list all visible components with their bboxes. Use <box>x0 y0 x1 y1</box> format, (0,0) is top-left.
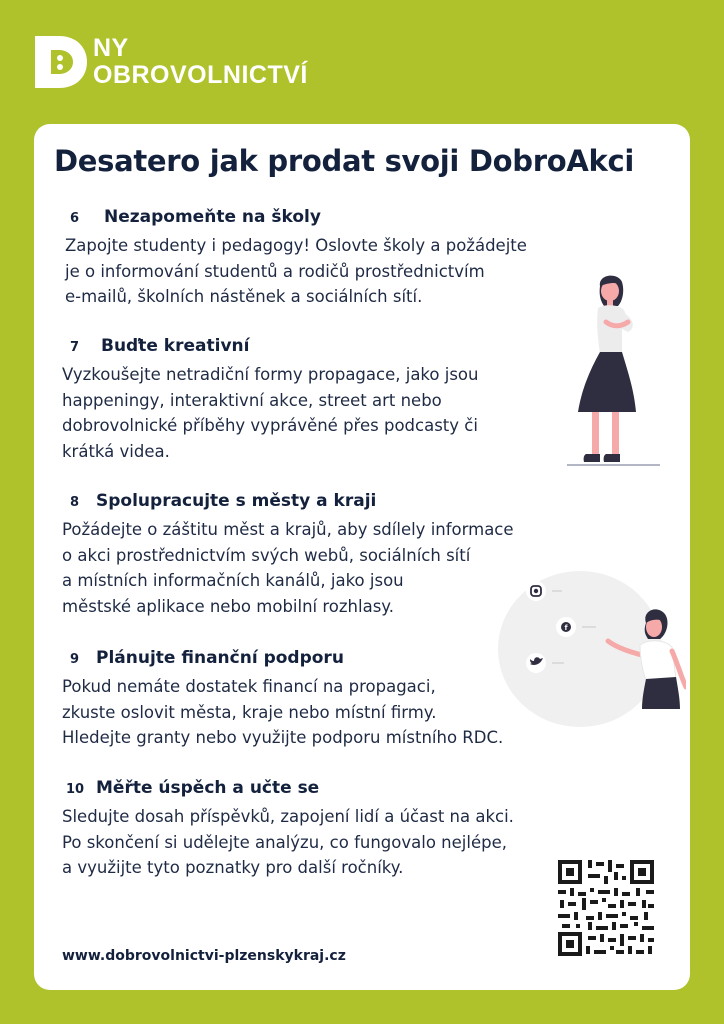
tip-text-line: Hledejte granty nebo využijte podporu místního RDC. <box>62 728 504 747</box>
tip-text-line: e-mailů, školních nástěnek a sociálních sítí. <box>65 287 423 306</box>
tip-title: Spolupracujte s městy a kraji <box>96 491 377 511</box>
tip-title: Buďte kreativní <box>101 336 250 356</box>
tip-number: 8 <box>70 495 80 510</box>
tip-text-line: Po skončení si udělejte analýzu, co fungovalo nejlépe, <box>62 832 507 852</box>
woman-standing-illustration <box>562 272 662 472</box>
tip-header <box>62 778 622 804</box>
logo <box>33 34 373 94</box>
tip-text-line: Sledujte dosah příspěvků, zapojení lidí a účast na akci. <box>62 807 514 826</box>
tip-header <box>62 336 622 362</box>
qr-code <box>556 858 656 958</box>
logo-mark-icon <box>33 34 89 90</box>
tip-text-line: Požádejte o záštitu měst a krajů, aby sdílely informace <box>62 520 514 539</box>
tip-number: 7 <box>70 340 80 355</box>
tip-text-line: je o informování studentů a rodičů prostřednictvím <box>65 261 485 281</box>
woman-social-media-illustration <box>496 569 686 729</box>
logo-text-line2: OBROVOLNICTVÍ <box>93 61 308 89</box>
tip-number: 9 <box>70 652 80 667</box>
tip-text-line: dobrovolnické příběhy vyprávěné přes podcasty či <box>62 416 478 435</box>
tip-header <box>62 207 622 233</box>
tip-text-line: Zapojte studenty i pedagogy! Oslovte školy a požádejte <box>65 236 527 255</box>
tip-text-line: krátká videa. <box>62 441 170 461</box>
content-card <box>34 124 690 990</box>
tip-title: Měřte úspěch a učte se <box>96 778 320 798</box>
logo-text-line1: NY <box>93 34 129 62</box>
tip-text-line: a využijte tyto poznatky pro další ročníky. <box>62 858 404 877</box>
tip-item-10 <box>62 778 622 881</box>
website-link[interactable]: www.dobrovolnictvi-plzenskykraj.cz <box>62 948 346 964</box>
tip-text-line: o akci prostřednictvím svých webů, sociálních sítí <box>62 545 471 565</box>
tip-number: 10 <box>66 782 85 797</box>
tip-title: Plánujte finanční podporu <box>96 648 344 668</box>
tip-text-line: zkuste oslovit města, kraje nebo místní firmy. <box>62 702 437 722</box>
tip-header <box>62 491 622 517</box>
tip-item-6 <box>62 207 622 310</box>
tip-number: 6 <box>70 211 80 226</box>
tip-text-line: a místních informačních kanálů, jako jsou <box>62 571 404 590</box>
tip-text-line: happeningy, interaktivní akce, street art nebo <box>62 390 442 410</box>
tip-title: Nezapomeňte na školy <box>104 207 321 227</box>
tip-item-7 <box>62 336 622 464</box>
page-title: Desatero jak prodat svoji DobroAkci <box>54 144 634 178</box>
tip-text-line: Vyzkoušejte netradiční formy propagace, jako jsou <box>62 365 479 384</box>
tip-text-line: městské aplikace nebo mobilní rozhlasy. <box>62 596 394 616</box>
svg-text:f: f <box>564 624 568 632</box>
tip-text-line: Pokud nemáte dostatek financí na propagaci, <box>62 677 436 696</box>
